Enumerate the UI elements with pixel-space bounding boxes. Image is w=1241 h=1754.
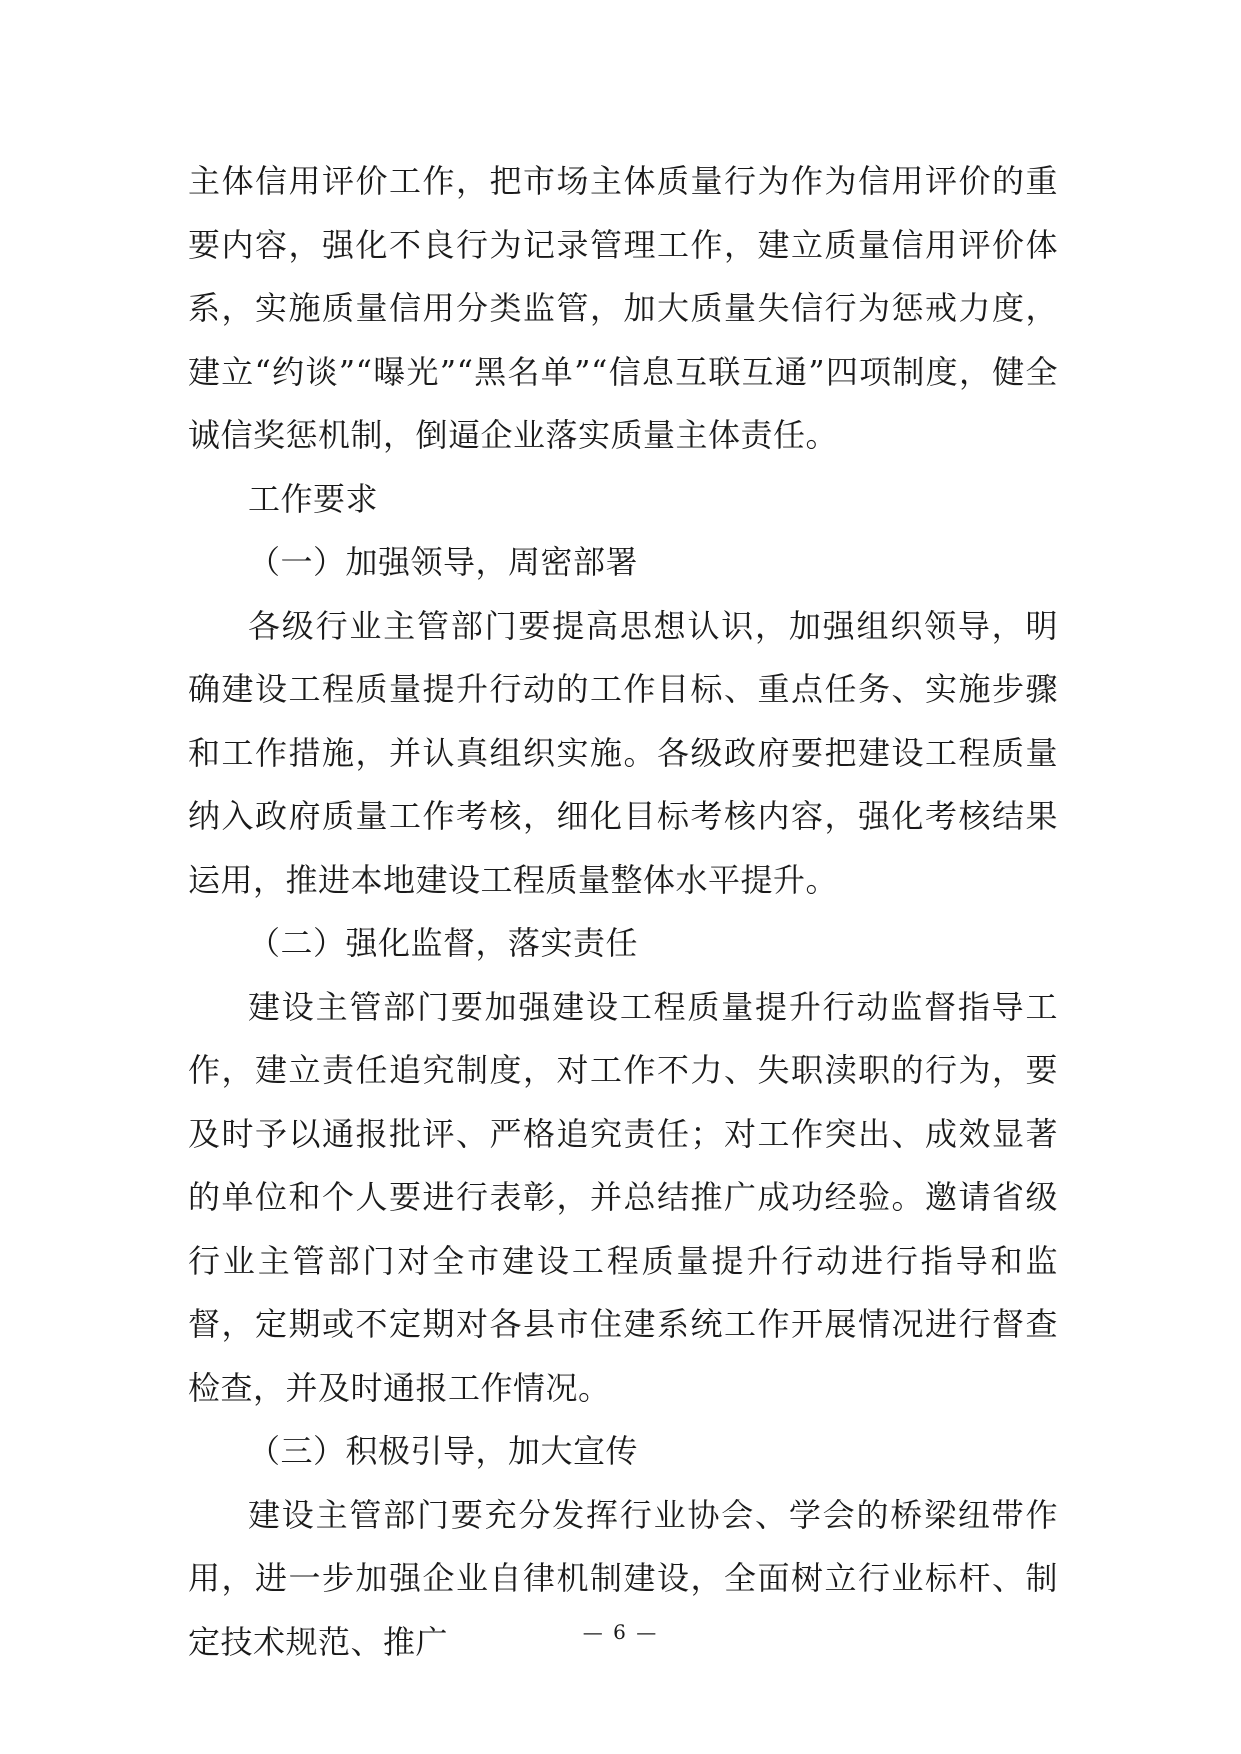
subsection-heading: （一）加强领导，周密部署: [248, 543, 639, 581]
subsection-heading: （二）强化监督，落实责任: [248, 924, 639, 962]
document-body: [188, 150, 1058, 1674]
page-number: — 6 —: [582, 1620, 659, 1644]
body-paragraph: 主体信用评价工作，把市场主体质量行为作为信用评价的重要内容，强化不良行为记录管理工作，建立质量信用评价体系，实施质量信用分类监管，加大质量失信行为惩戒力度，建立“约谈”“曝光”“黑名单”“信息互联互通”四项制度，健全诚信奖惩机制，倒逼企业落实质量主体责任。: [188, 162, 1058, 454]
body-paragraph: 建设主管部门要充分发挥行业协会、学会的桥梁纽带作用，进一步加强企业自律机制建设，全面树立行业标杆、制定技术规范、推广: [188, 1495, 1058, 1661]
subsection-heading: （三）积极引导，加大宣传: [248, 1432, 639, 1470]
section-heading: 工作要求: [248, 479, 379, 518]
body-paragraph: 建设主管部门要加强建设工程质量提升行动监督指导工作，建立责任追究制度，对工作不力、失职渎职的行为，要及时予以通报批评、严格追究责任；对工作突出、成效显著的单位和个人要进行表彰，并总结推广成功经验。邀请省级行业主管部门对全市建设工程质量提升行动进行指导和监督，定期或不定期对各县市住建系统工作开展情况进行督查检查，并及时通报工作情况。: [188, 987, 1058, 1407]
body-paragraph: 各级行业主管部门要提高思想认识，加强组织领导，明确建设工程质量提升行动的工作目标、重点任务、实施步骤和工作措施，并认真组织实施。各级政府要把建设工程质量纳入政府质量工作考核，细化目标考核内容，强化考核结果运用，推进本地建设工程质量整体水平提升。: [188, 606, 1058, 899]
